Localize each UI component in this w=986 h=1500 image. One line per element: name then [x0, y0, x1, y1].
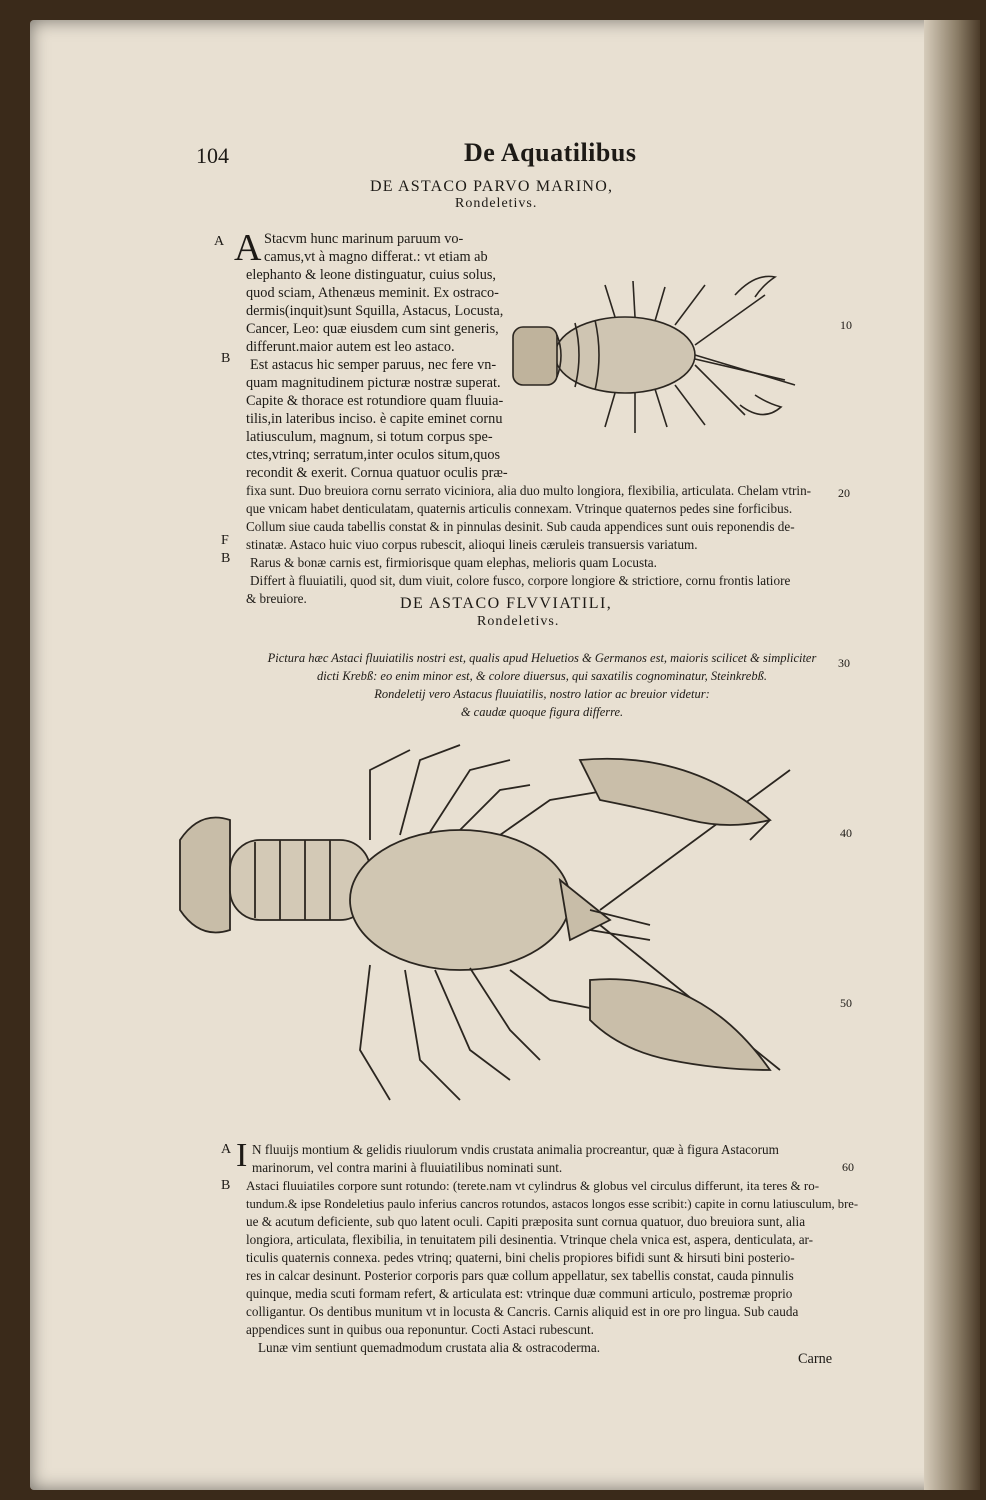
text-line: ticulis quaternis connexa. pedes vtrinq; quaterni, bini chelis propiores bifidi sunt & hirsuti bini posterio-	[246, 1250, 795, 1265]
text-line: dermis(inquit)sunt Squilla, Astacus, Locusta,	[246, 303, 504, 319]
section1-heading: DE ASTACO PARVO MARINO,	[370, 178, 614, 195]
text-line: & breuiore.	[246, 591, 307, 606]
text-line: camus,vt à magno differat.: vt etiam ab	[264, 249, 488, 265]
text-line: Est astacus hic semper paruus, nec fere vn-	[250, 357, 497, 373]
text-line: recondit & exerit. Cornua quatuor oculis præ-	[246, 465, 508, 481]
small-lobster-illustration	[505, 255, 805, 455]
line-number: 10	[840, 318, 852, 332]
section2-heading: DE ASTACO FLVVIATILI,	[400, 595, 613, 612]
text-line: N fluuijs montium & gelidis riuulorum vndis crustata animalia procreantur, quæ à figura Astacorum	[252, 1142, 779, 1157]
margin-letter: F	[221, 533, 229, 548]
section2-author: Rondeletivs.	[477, 614, 560, 629]
crayfish-illustration	[170, 730, 810, 1130]
text-line: Differt à fluuiatili, quod sit, dum viuit, colore fusco, corpore longiore & strictiore, cornu frontis latiore	[250, 573, 791, 588]
text-line: tundum.& ipse Rondeletius paulo inferius cancros rotundos, astacos longos esse scribit:) capite in cornu latiusculum, bre-	[246, 1197, 859, 1211]
text-line: differunt.maior autem est leo astaco.	[246, 339, 455, 355]
text-line: res in calcar desinunt. Posterior corporis pars quæ collum appellatur, sex tabellis constat, cauda pinnulis	[246, 1268, 794, 1283]
text-line: Lunæ vim sentiunt quemadmodum crustata alia & ostracoderma.	[258, 1340, 601, 1355]
caption-line: Pictura hæc Astaci fluuiatilis nostri est, qualis apud Heluetios & Germanos est, maioris scilicet & simpliciter	[267, 651, 817, 665]
page-gutter	[924, 20, 980, 1490]
margin-letter: B	[221, 551, 231, 566]
text-line: quam magnitudinem picturæ nostræ superat.	[246, 375, 501, 391]
margin-letter: B	[221, 1178, 231, 1193]
drop-cap: A	[234, 227, 262, 269]
text-line: fixa sunt. Duo breuiora cornu serrato viciniora, alia duo multo longiora, flexibilia, articulata. Chelam vtrin-	[246, 483, 812, 498]
text-line: stinatæ. Astaco huic viuo corpus rubescit, alioqui lineis cæruleis transuersis variatum.	[246, 537, 698, 552]
text-line: Collum siue cauda tabellis constat & in pinnulas desinit. Sub cauda appendices sunt ouis reponendis de-	[246, 519, 795, 534]
text-line: ctes,vtrinq; serratum,inter oculos situm,quos	[246, 447, 501, 463]
text-line: appendices sunt in quibus oua reponuntur. Cocti Astaci rubescunt.	[246, 1322, 594, 1337]
text-line: quod sciam, Athenæus meminit. Ex ostraco-	[246, 285, 499, 301]
text-line: quinque, media scuti formam refert, & articulata est: vtrinque duæ communi articulo, postremæ proprio	[246, 1286, 793, 1301]
margin-letter: B	[221, 351, 231, 366]
caption-line: & caudæ quoque figura differre.	[460, 705, 624, 719]
caption-line: Rondeletij vero Astacus fluuiatilis, nostro latior ac breuior videtur:	[374, 687, 710, 701]
text-line: ue & acutum deficiente, sub quo latent oculi. Capiti præposita sunt cornua quatuor, duo breuiora sunt, alia	[246, 1214, 806, 1229]
text-line: Cancer, Leo: quæ eiusdem cum sint generis,	[246, 321, 499, 337]
text-line: Capite & thorace est rotundiore quam fluuia-	[246, 393, 504, 409]
text-line: elephanto & leone distinguatur, cuius solus,	[246, 267, 496, 283]
line-number: 50	[840, 996, 852, 1010]
page-number: 104	[196, 143, 229, 168]
text-line: latiusculum, magnum, si totum corpus spe-	[246, 429, 493, 445]
line-number: 30	[838, 656, 850, 670]
text-line: Astaci fluuiatiles corpore sunt rotundo: (terete.nam vt cylindrus & globus vel circulus differunt, ita teres & ro-	[246, 1178, 820, 1193]
caption-line: dicti Krebß: eo enim minor est, & colore diuersus, qui saxatilis cognominatur, Steinkrebß.	[317, 669, 767, 683]
text-line: Rarus & bonæ carnis est, firmiorisque quam elephas, melioris quam Locusta.	[250, 555, 657, 570]
margin-letter: A	[221, 1142, 232, 1157]
line-number: 60	[842, 1160, 854, 1174]
running-head: De Aquatilibus	[464, 138, 637, 167]
text-line: tilis,in lateribus inciso. è capite eminet cornu	[246, 411, 503, 427]
line-number: 20	[838, 486, 850, 500]
line-number: 40	[840, 826, 852, 840]
section1-author: Rondeletivs.	[455, 196, 538, 211]
text-line: longiora, articulata, flexibilia, in tenuitatem pili desinentia. Vtrinque chela vnica est, aspera, denticulata, ar-	[246, 1232, 814, 1247]
margin-letter: A	[214, 234, 225, 249]
drop-cap: I	[236, 1137, 248, 1174]
text-line: que vnicam habet denticulatam, quaternis articulis connexam. Vtrinque quaternos pedes sine forficibus.	[246, 501, 793, 516]
text-line: colligantur. Os dentibus munitum vt in locusta & Cancris. Carnis aliquid est in ore pro lingua. Sub cauda	[246, 1304, 799, 1319]
text-line: Stacvm hunc marinum paruum vo-	[264, 231, 464, 247]
catchword: Carne	[798, 1351, 833, 1367]
text-line: marinorum, vel contra marini à fluuiatilibus nominati sunt.	[252, 1160, 563, 1175]
